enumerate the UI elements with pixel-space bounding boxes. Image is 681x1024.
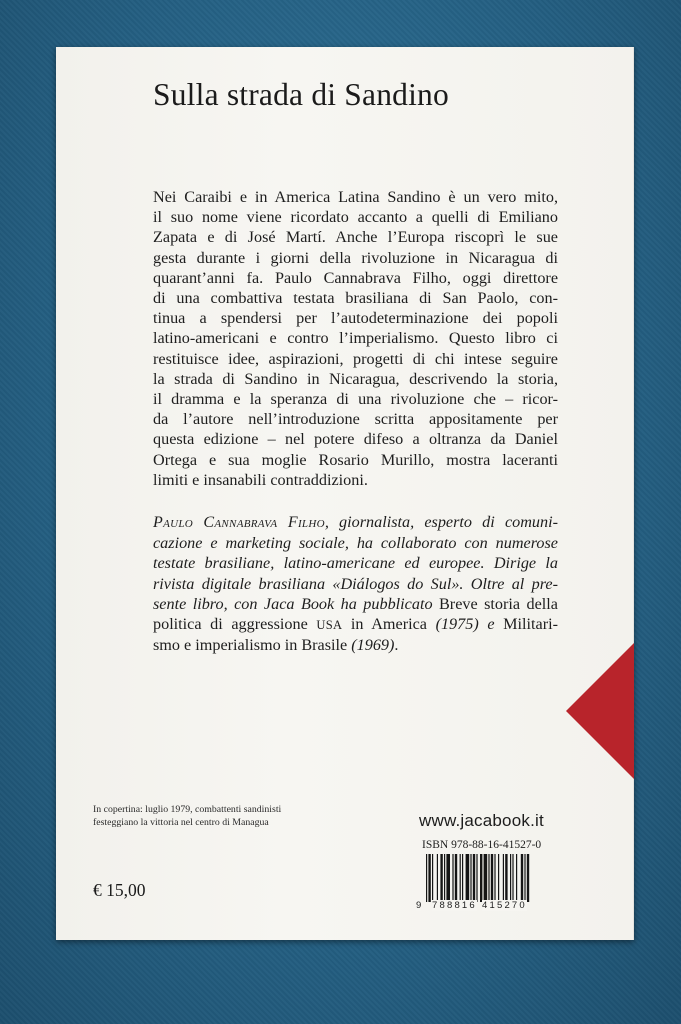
barcode-bar (498, 854, 499, 902)
barcode-bar (444, 854, 445, 902)
price: € 15,00 (93, 880, 146, 900)
bio-line: politica di aggressione USA in America (1975) e Militari- (153, 615, 559, 634)
barcode-bar (488, 854, 489, 902)
blurb-line: Nei Caraibi e in America Latina Sandino è un vero mito, (153, 188, 558, 206)
caption-line: In copertina: luglio 1979, combattenti sandinisti (93, 804, 282, 815)
blurb-line: quarant’anni fa. Paulo Cannabrava Filho, oggi direttore (153, 268, 558, 287)
barcode-bar (494, 854, 495, 902)
barcode-bar (484, 854, 488, 902)
caption-line: festeggiano la vittoria nel centro di Managua (93, 816, 269, 828)
barcode-bar (437, 854, 438, 902)
bio-line: cazione e marketing sociale, ha collaborato con numerose (153, 534, 558, 553)
barcode-bar (516, 854, 517, 902)
barcode-digits-right: 415270 (482, 900, 527, 911)
barcode-bar (480, 854, 482, 902)
book-title-ref: Breve (432, 594, 478, 613)
barcode-bar (527, 854, 529, 902)
blurb-line: restituisce idee, aspirazioni, progetti di chi intese seguire (153, 349, 558, 368)
usa-smallcaps: USA (316, 618, 343, 633)
barcode-bar (462, 854, 463, 902)
barcode-bar (505, 854, 507, 902)
barcode-bar (470, 854, 471, 902)
barcode-bar (466, 854, 470, 902)
barcode-digits-left: 788816 (432, 900, 477, 911)
barcode-bar (524, 854, 525, 902)
blurb-line: tinua a spendersi per l’autodeterminazione dei popoli (153, 309, 558, 328)
barcode-bar (428, 854, 430, 902)
barcode-bar (491, 854, 493, 902)
cover-photo-caption (93, 804, 281, 829)
publisher-website: www.jacabook.it (419, 811, 544, 830)
barcode-bar (432, 854, 433, 902)
barcode-bar (521, 854, 523, 902)
blurb-line: il dramma e la speranza di una rivoluzione che – ricor- (153, 390, 558, 409)
barcode-bar (476, 854, 477, 902)
blurb-line: Zapata e di José Martí. Anche l’Europa riscoprì le sue (153, 228, 558, 247)
blurb-paragraph (153, 187, 558, 490)
barcode-bar (460, 854, 461, 902)
bio-line: sente libro, con Jaca Book ha pubblicato Breve storia della (153, 594, 558, 613)
blurb-line: Ortega e sua moglie Rosario Murillo, mostra laceranti (153, 450, 558, 469)
barcode-bar (455, 854, 457, 902)
barcode-bar (446, 854, 450, 902)
barcode-digit-first: 9 (416, 900, 422, 911)
barcode-bar (512, 854, 513, 902)
book-back-cover (56, 47, 634, 940)
blurb-line: la strada di Sandino in Nicaragua, descrivendo la storia, (153, 369, 558, 388)
barcode-bar (510, 854, 511, 902)
bio-line: Paulo Cannabrava Filho, giornalista, esperto di comuni- (153, 513, 558, 531)
blurb-line: questa edizione – nel potere difeso a oltranza da Daniel (153, 430, 558, 449)
barcode-bar (452, 854, 453, 902)
bio-line: testate brasiliane, latino-americane ed europee. Dirige la (153, 554, 558, 573)
barcode-bars (416, 854, 534, 902)
book-title: Sulla strada di Sandino (153, 77, 449, 112)
blurb-line: il suo nome viene ricordato accanto a quelli di Emiliano (153, 208, 558, 227)
bio-line: rivista digitale brasiliana «Diálogos do Sul». Oltre al pre- (153, 574, 558, 593)
barcode-bar (426, 854, 427, 902)
blurb-line: latino-americani e contro l’imperialismo. Questo libro ci (153, 329, 558, 348)
barcode-bar (473, 854, 475, 902)
isbn-text: ISBN 978-88-16-41527-0 (422, 839, 542, 851)
red-triangle-accent (566, 643, 634, 779)
bio-line: smo e imperialismo in Brasile (1969). (153, 636, 399, 655)
barcode (416, 854, 534, 914)
blurb-line: limiti e insanabili contraddizioni. (153, 470, 368, 489)
barcode-bar (440, 854, 442, 902)
author-bio (153, 512, 558, 655)
blurb-line: gesta durante i giorni della rivoluzione in Nicaragua di (153, 248, 558, 267)
author-name: Paulo Cannabrava Filho (153, 514, 325, 531)
blurb-line: di una combattiva testata brasiliana di San Paolo, con- (153, 289, 558, 308)
blurb-line: da l’autore nell’introduzione scritta appositamente per (153, 410, 558, 429)
barcode-bar (503, 854, 504, 902)
